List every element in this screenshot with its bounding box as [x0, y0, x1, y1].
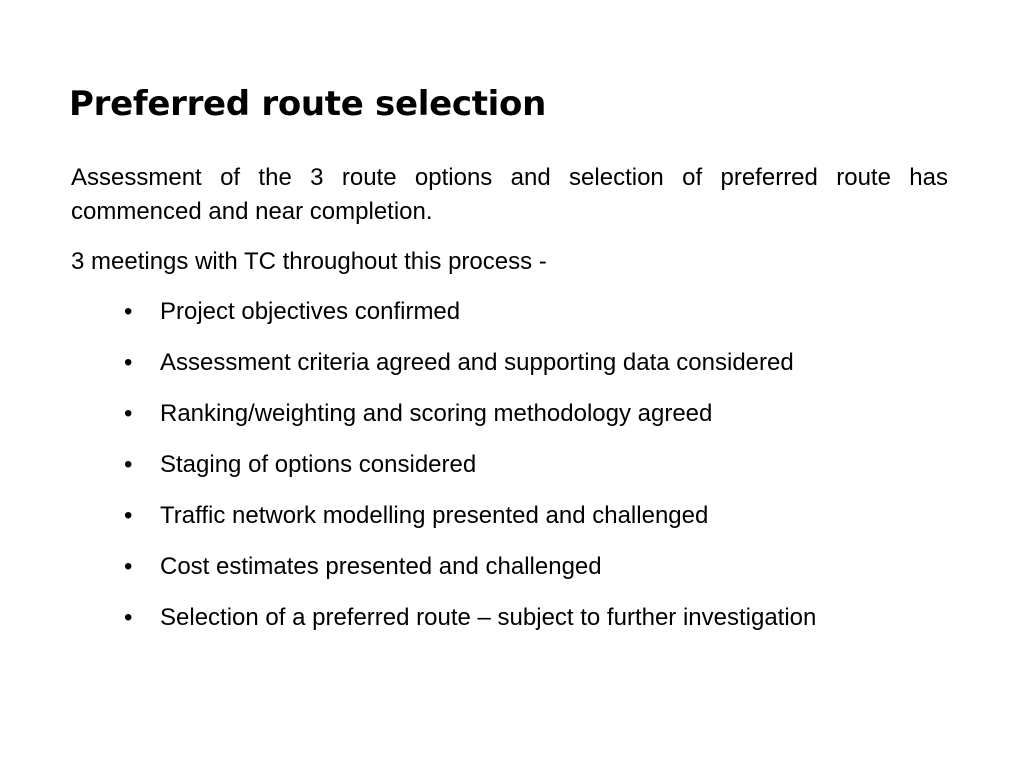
bullet-text: Project objectives confirmed	[160, 298, 461, 325]
meetings-paragraph: 3 meetings with TC throughout this process -	[71, 248, 547, 275]
bullet-text: Traffic network modelling presented and challenged	[160, 502, 709, 529]
bullet-item	[71, 397, 948, 431]
bullet-item	[71, 346, 948, 380]
intro-paragraph: Assessment of the 3 route options and selection of preferred route has commenced and near completion.	[71, 164, 948, 225]
bullet-text: Cost estimates presented and challenged	[160, 553, 602, 580]
bullet-item	[71, 448, 948, 482]
bullet-icon: •	[124, 349, 133, 376]
bullet-text: Ranking/weighting and scoring methodology agreed	[160, 400, 713, 427]
bullet-icon: •	[124, 553, 133, 580]
bullet-icon: •	[124, 451, 133, 478]
bullet-item	[71, 295, 948, 329]
slide-title: Preferred route selection	[69, 84, 546, 124]
bullet-icon: •	[124, 400, 133, 427]
bullet-text: Staging of options considered	[160, 451, 477, 478]
bullet-icon: •	[124, 604, 133, 631]
bullet-item	[71, 550, 948, 584]
bullet-text: Assessment criteria agreed and supporting data considered	[160, 349, 794, 376]
bullet-item	[71, 499, 948, 533]
bullet-text: Selection of a preferred route – subject to further investigation	[160, 604, 817, 631]
bullet-list	[71, 295, 948, 635]
slide-body	[71, 161, 948, 652]
bullet-icon: •	[124, 298, 133, 325]
bullet-icon: •	[124, 502, 133, 529]
bullet-item	[71, 601, 948, 635]
